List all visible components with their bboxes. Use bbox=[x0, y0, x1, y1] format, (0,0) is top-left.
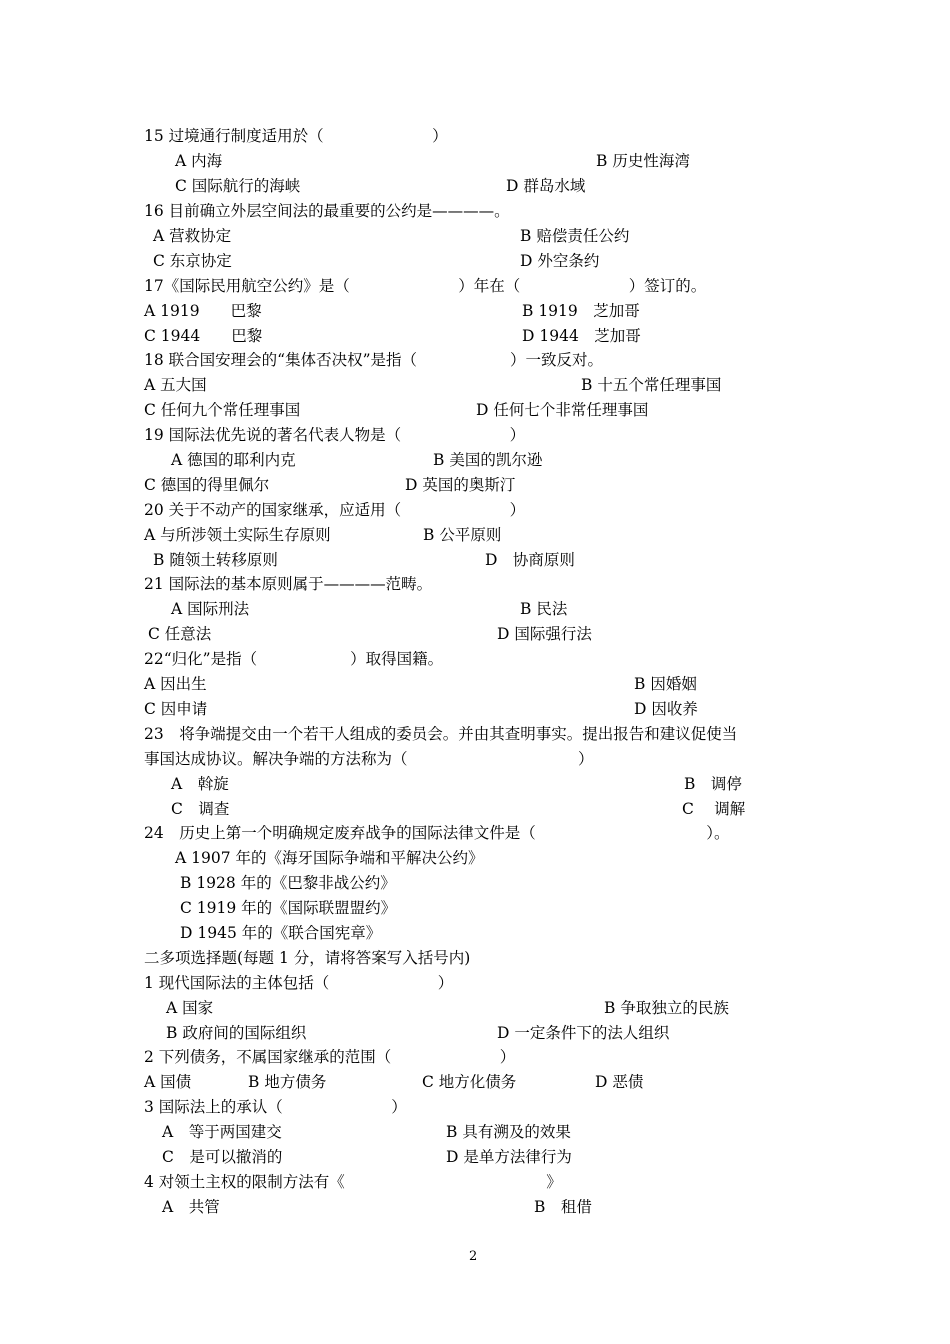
line-text: B 随领土转移原则 bbox=[153, 551, 278, 569]
line-text: D 群岛水域 bbox=[506, 177, 586, 195]
line-text: 事国达成协议。解决争端的方法称为（ ） bbox=[144, 750, 594, 768]
line-text: 19 国际法优先说的著名代表人物是（ ） bbox=[144, 426, 526, 444]
line-text: 24 历史上第一个明确规定废弃战争的国际法律文件是（ ）。 bbox=[144, 824, 730, 842]
line-text: 23 将争端提交由一个若干人组成的委员会。并由其查明事实。提出报告和建议促使当 bbox=[144, 725, 738, 743]
line-text: B 因婚姻 bbox=[634, 675, 697, 693]
line-text: A 与所涉领土实际生存原则 bbox=[144, 526, 331, 544]
line-text: 4 对领土主权的限制方法有《 》 bbox=[144, 1173, 562, 1191]
line-text: 20 关于不动产的国家继承，应适用（ ） bbox=[144, 501, 526, 519]
page-number: 2 bbox=[469, 1249, 478, 1264]
line-text: A 斡旋 bbox=[171, 775, 229, 793]
line-text: B 1919 芝加哥 bbox=[522, 302, 640, 320]
line-text: B 赔偿责任公约 bbox=[520, 227, 630, 245]
line-text: D 因收养 bbox=[634, 700, 698, 718]
line-text: A 营救协定 bbox=[153, 227, 232, 245]
line-text: C 国际航行的海峡 bbox=[175, 177, 301, 195]
line-text: 15 过境通行制度适用於（ ） bbox=[144, 127, 448, 145]
line-text: B 地方债务 bbox=[248, 1073, 327, 1091]
line-text: B 调停 bbox=[684, 775, 742, 793]
line-text: A 共管 bbox=[162, 1198, 220, 1216]
line-text: C 1919 年的《国际联盟盟约》 bbox=[180, 899, 397, 917]
line-text: B 历史性海湾 bbox=[596, 152, 690, 170]
line-text: B 政府间的国际组织 bbox=[166, 1024, 307, 1042]
line-text: 16 目前确立外层空间法的最重要的公约是————。 bbox=[144, 202, 510, 220]
line-text: D 外空条约 bbox=[520, 252, 600, 270]
line-text: D 1944 芝加哥 bbox=[522, 327, 641, 345]
line-text: 18 联合国安理会的“集体否决权”是指（ ）一致反对。 bbox=[144, 351, 604, 369]
line-text: C 调查 bbox=[171, 800, 230, 818]
line-text: A 1919 巴黎 bbox=[144, 302, 262, 320]
line-text: D 恶债 bbox=[595, 1073, 644, 1091]
line-text: 21 国际法的基本原则属于————范畴。 bbox=[144, 575, 433, 593]
line-text: B 美国的凯尔逊 bbox=[433, 451, 543, 469]
line-text: D 一定条件下的法人组织 bbox=[497, 1024, 670, 1042]
line-text: A 因出生 bbox=[144, 675, 207, 693]
line-text: 1 现代国际法的主体包括（ ） bbox=[144, 974, 454, 992]
line-text: B 十五个常任理事国 bbox=[581, 376, 722, 394]
line-text: A 国家 bbox=[166, 999, 214, 1017]
line-text: B 租借 bbox=[534, 1198, 592, 1216]
line-text: C 地方化债务 bbox=[422, 1073, 517, 1091]
line-text: A 德国的耶利内克 bbox=[171, 451, 296, 469]
line-text: C 任何九个常任理事国 bbox=[144, 401, 301, 419]
line-text: D 协商原则 bbox=[485, 551, 575, 569]
line-text: C 东京协定 bbox=[153, 252, 232, 270]
line-text: A 内海 bbox=[175, 152, 223, 170]
line-text: 2 下列债务，不属国家继承的范围（ ） bbox=[144, 1048, 516, 1066]
line-text: C 因申请 bbox=[144, 700, 208, 718]
line-text: C 是可以撤消的 bbox=[162, 1148, 283, 1166]
line-text: A 1907 年的《海牙国际争端和平解决公约》 bbox=[175, 849, 484, 867]
line-text: C 1944 巴黎 bbox=[144, 327, 263, 345]
line-text: 二多项选择题(每题 1 分，请将答案写入括号内) bbox=[144, 949, 471, 967]
line-text: A 等于两国建交 bbox=[162, 1123, 282, 1141]
line-text: 17《国际民用航空公约》是（ ）年在（ ）签订的。 bbox=[144, 277, 707, 295]
line-text: B 1928 年的《巴黎非战公约》 bbox=[180, 874, 396, 892]
line-text: A 五大国 bbox=[144, 376, 207, 394]
line-text: 22“归化”是指（ ）取得国籍。 bbox=[144, 650, 444, 668]
line-text: B 争取独立的民族 bbox=[604, 999, 729, 1017]
line-text: A 国际刑法 bbox=[171, 600, 250, 618]
line-text: D 英国的奥斯汀 bbox=[405, 476, 516, 494]
line-text: C 任意法 bbox=[148, 625, 212, 643]
line-text: B 公平原则 bbox=[423, 526, 502, 544]
line-text: B 具有溯及的效果 bbox=[446, 1123, 571, 1141]
line-text: A 国债 bbox=[144, 1073, 192, 1091]
line-text: D 1945 年的《联合国宪章》 bbox=[180, 924, 382, 942]
line-text: B 民法 bbox=[520, 600, 568, 618]
line-text: D 国际强行法 bbox=[497, 625, 592, 643]
line-text: C 德国的得里佩尔 bbox=[144, 476, 270, 494]
line-text: D 任何七个非常任理事国 bbox=[476, 401, 649, 419]
line-text: 3 国际法上的承认（ ） bbox=[144, 1098, 407, 1116]
line-text: C 调解 bbox=[682, 800, 746, 818]
line-text: D 是单方法律行为 bbox=[446, 1148, 572, 1166]
